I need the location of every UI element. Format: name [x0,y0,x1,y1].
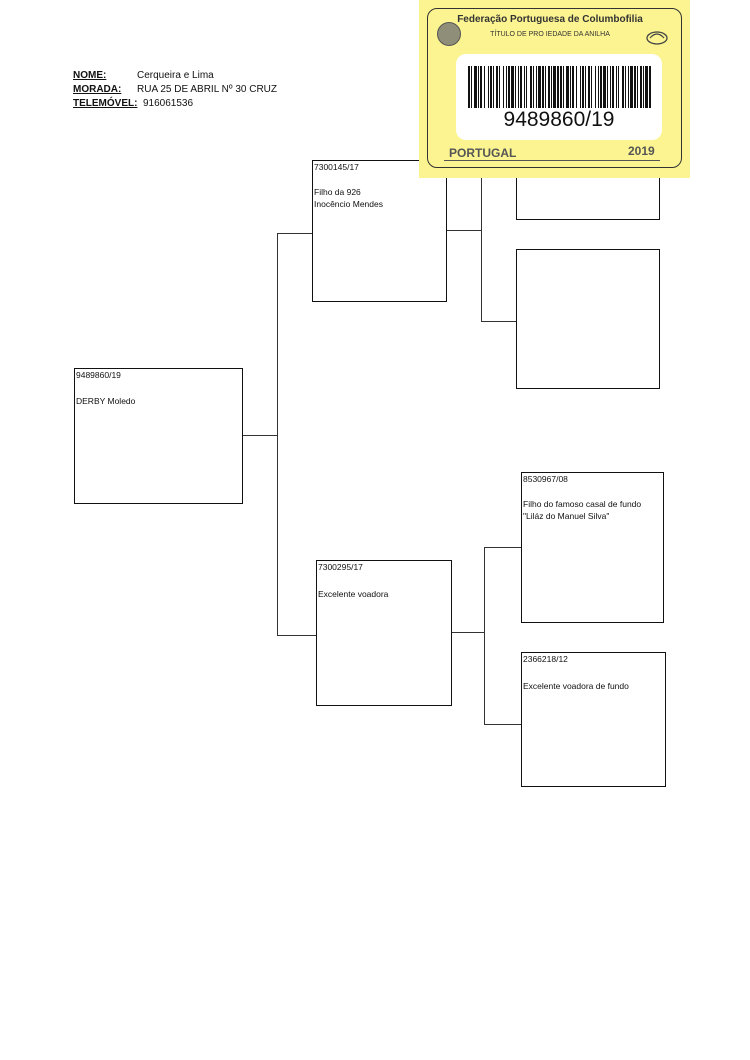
connector-line [277,233,278,636]
barcode-bar [570,66,571,108]
barcode-bar [610,66,611,108]
connector-line [481,321,517,322]
certificate-rule [444,160,660,161]
barcode-bar [553,66,556,108]
barcode-bar [508,66,510,108]
barcode-bar [580,66,581,108]
pedigree-box-subject [74,368,243,504]
barcode-bar [545,66,546,108]
barcode-bar [515,66,516,108]
barcode-bar [572,66,574,108]
address-label: MORADA: [73,84,122,95]
barcode-bar [582,66,584,108]
barcode-bar [637,66,638,108]
name-label: NOME: [73,70,107,81]
federation-title: Federação Portuguesa de Columbofilia [457,14,643,25]
phone-label: TELEMÓVEL: [73,98,138,109]
barcode-bar [591,66,592,108]
barcode-bar [542,66,544,108]
barcode-bar [588,66,590,108]
barcode-bar [595,66,596,108]
barcode-bar [518,66,519,108]
barcode-bar [503,66,504,108]
barcode-bar [566,66,569,108]
barcode-bar [625,66,626,108]
pedigree-box-dam-sire [521,472,664,623]
barcode-bar [520,66,522,108]
barcode-bar [490,66,492,108]
certificate-ring-number: 9489860/19 [503,108,615,131]
ring-number: 9489860/19 [76,370,121,380]
connector-line [484,547,522,548]
pedigree-box-sire-dam [516,249,660,389]
barcode-bar [643,66,644,108]
barcode-bar [493,66,494,108]
pedigree-note: "Liláz do Manuel Silva" [523,511,610,521]
connector-line [451,632,485,633]
barcode-bar [478,66,479,108]
barcode-bar [468,66,470,108]
barcode-bar [600,66,602,108]
connector-line [277,635,317,636]
connector-line [242,435,278,436]
ring-number: 2366218/12 [523,654,568,664]
pedigree-note: Filho da 926 [314,187,361,197]
pedigree-note: Filho do famoso casal de fundo [523,499,642,509]
barcode-bar [480,66,482,108]
connector-line [446,230,482,231]
ring-number: 7300295/17 [318,562,363,572]
barcode-bar [618,66,619,108]
barcode-bar [598,66,599,108]
barcode-bar [530,66,532,108]
barcode-bar [630,66,633,108]
pedigree-note: Inocêncio Mendes [314,199,383,209]
connector-line [484,547,485,725]
barcode-bar [533,66,534,108]
barcode-bar [474,66,477,108]
barcode-bar [524,66,525,108]
pedigree-note: DERBY Moledo [76,396,136,406]
barcode-bar [649,66,651,108]
barcode-bar [538,66,541,108]
barcode-bar [536,66,537,108]
barcode-bar [563,66,564,108]
phone-value: 916061536 [143,98,194,109]
barcode-bar [560,66,562,108]
barcode-bar [645,66,648,108]
barcode-bar [576,66,577,108]
ring-number: 7300145/17 [314,162,359,172]
barcode-bar [640,66,642,108]
pedigree-note: Excelente voadora de fundo [523,681,629,691]
pedigree-box-sire [312,160,447,302]
barcode-bar [526,66,527,108]
barcode-bar [551,66,552,108]
connector-line [277,233,313,234]
pedigree-note: Excelente voadora [318,589,389,599]
barcode-bar [616,66,617,108]
barcode-bar [612,66,614,108]
barcode-bar [634,66,636,108]
barcode-bar [511,66,514,108]
pedigree-box-dam [316,560,452,706]
pigeon-emblem-icon [645,28,669,46]
certificate-year: 2019 [628,144,655,158]
barcode-bar [585,66,586,108]
connector-line [484,724,522,725]
barcode-bar [607,66,608,108]
certificate-subtitle: TÍTULO DE PRO IEDADE DA ANILHA [490,31,610,38]
barcode-bar [484,66,485,108]
ring-number: 8530967/08 [523,474,568,484]
name-value: Cerqueira e Lima [137,70,214,81]
barcode-bar [488,66,489,108]
barcode [466,66,652,108]
barcode-bar [622,66,624,108]
barcode-bar [506,66,507,108]
barcode-bar [603,66,606,108]
barcode-bar [496,66,498,108]
barcode-bar [499,66,500,108]
pedigree-box-dam-dam [521,652,666,787]
barcode-bar [557,66,559,108]
address-value: RUA 25 DE ABRIL Nº 30 CRUZ [137,84,277,95]
barcode-bar [548,66,550,108]
barcode-bar [471,66,472,108]
barcode-bar [628,66,629,108]
certificate-country: PORTUGAL [449,146,517,160]
connector-line [481,176,482,322]
